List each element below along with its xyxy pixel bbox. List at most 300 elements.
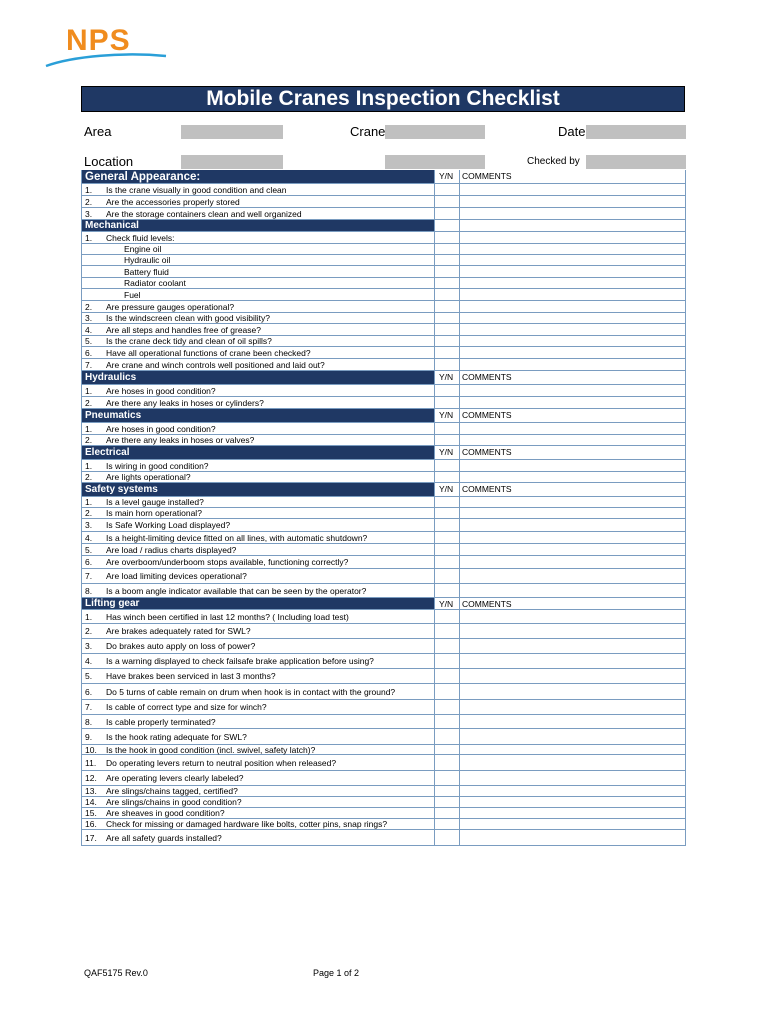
comments-cell[interactable] (459, 519, 686, 531)
question-cell (82, 755, 434, 770)
comments-header: COMMENTS (462, 599, 512, 609)
item-text: Is the hook rating adequate for SWL? (106, 732, 247, 742)
yn-cell[interactable] (434, 684, 459, 699)
checklist-row (82, 684, 686, 700)
checklist-row (82, 745, 686, 755)
yn-cell[interactable] (434, 266, 459, 277)
yn-cell[interactable] (434, 669, 459, 683)
item-number: 1. (85, 386, 93, 396)
checklist-row (82, 786, 686, 797)
question-cell (82, 255, 434, 265)
item-text: Are load limiting devices operational? (106, 571, 247, 581)
question-cell (82, 266, 434, 277)
item-number: 6. (85, 557, 93, 567)
item-number: 2. (85, 398, 93, 408)
section-title: General Appearance: (85, 171, 201, 183)
comments-cell[interactable] (459, 700, 686, 714)
checklist-row (82, 336, 686, 347)
question-cell (82, 569, 434, 583)
crane-label: Crane (350, 124, 386, 139)
yn-cell[interactable] (434, 255, 459, 265)
item-number: 1. (85, 185, 93, 195)
checklist-row (82, 830, 686, 846)
comments-cell[interactable] (459, 639, 686, 653)
question-cell (82, 808, 434, 818)
comments-cell[interactable] (459, 830, 686, 845)
checklist-row (82, 610, 686, 624)
question-cell (82, 336, 434, 346)
logo-text: NPS (66, 24, 131, 57)
yn-cell[interactable] (434, 755, 459, 770)
question-cell (82, 654, 434, 668)
comments-cell (459, 598, 686, 609)
yn-cell[interactable] (434, 729, 459, 744)
item-text: Are hoses in good condition? (106, 386, 216, 396)
comments-cell[interactable] (459, 745, 686, 754)
question-cell (82, 700, 434, 714)
item-number: 8. (85, 586, 93, 596)
checklist-row (82, 544, 686, 556)
checklist-row (82, 584, 686, 598)
comments-cell[interactable] (459, 684, 686, 699)
item-number: 1. (85, 461, 93, 471)
checked-by-field[interactable] (586, 155, 686, 169)
comments-cell[interactable] (459, 669, 686, 683)
item-text: Are slings/chains in good condition? (106, 797, 242, 807)
question-cell (82, 584, 434, 597)
yn-cell[interactable] (434, 797, 459, 807)
question-cell (82, 397, 434, 408)
checklist-row (82, 347, 686, 359)
location-field[interactable] (181, 155, 283, 169)
item-text: Check for missing or damaged hardware like bolts, cotter pins, snap rings? (106, 819, 388, 829)
question-cell (82, 544, 434, 555)
question-cell (82, 196, 434, 207)
comments-cell[interactable] (459, 359, 686, 370)
item-text: Are load / radius charts displayed? (106, 545, 237, 555)
item-number: 10. (85, 745, 97, 755)
section-title: Electrical (85, 447, 130, 458)
item-number: 4. (85, 533, 93, 543)
item-number: 8. (85, 717, 93, 727)
item-text: Is the hook in good condition (incl. swivel, safety latch)? (106, 745, 316, 755)
checklist-table (81, 170, 686, 846)
comments-cell[interactable] (459, 336, 686, 346)
item-text: Are there any leaks in hoses or cylinders? (106, 398, 264, 408)
comments-cell[interactable] (459, 244, 686, 254)
yn-cell (434, 170, 459, 183)
item-number: 3. (85, 641, 93, 651)
question-cell (82, 745, 434, 754)
checklist-row (82, 435, 686, 446)
question-cell (82, 483, 434, 496)
yn-cell (434, 371, 459, 384)
item-number: 7. (85, 571, 93, 581)
checklist-row (82, 497, 686, 508)
question-cell (82, 347, 434, 358)
question-cell (82, 771, 434, 785)
item-number: 5. (85, 336, 93, 346)
comments-cell[interactable] (459, 569, 686, 583)
yn-cell (434, 483, 459, 496)
item-text: Are operating levers clearly labeled? (106, 773, 244, 783)
item-number: 2. (85, 302, 93, 312)
checklist-row (82, 313, 686, 324)
item-text: Is the crane visually in good condition and clean (106, 185, 287, 195)
checklist-row (82, 771, 686, 786)
checklist-row (82, 460, 686, 472)
question-cell (82, 313, 434, 323)
comments-cell (459, 220, 686, 231)
item-number: 9. (85, 732, 93, 742)
yn-cell[interactable] (434, 278, 459, 288)
item-text: Is a warning displayed to check failsafe brake application before using? (106, 656, 374, 666)
item-number: 6. (85, 348, 93, 358)
yn-cell[interactable] (434, 232, 459, 243)
item-text: Are hoses in good condition? (106, 424, 216, 434)
comments-cell[interactable] (459, 208, 686, 219)
area-field[interactable] (181, 125, 283, 139)
question-cell (82, 385, 434, 396)
comments-header: COMMENTS (462, 410, 512, 420)
comments-cell[interactable] (459, 819, 686, 829)
item-number: 1. (85, 612, 93, 622)
item-number: 15. (85, 808, 97, 818)
section-header (82, 446, 686, 460)
section-header (82, 409, 686, 423)
comments-cell[interactable] (459, 313, 686, 323)
checklist-row (82, 301, 686, 313)
item-number: 16. (85, 819, 97, 829)
comments-cell[interactable] (459, 729, 686, 744)
comments-cell[interactable] (459, 301, 686, 312)
comments-cell[interactable] (459, 232, 686, 243)
item-number: 1. (85, 497, 93, 507)
question-cell (82, 797, 434, 807)
comments-cell[interactable] (459, 184, 686, 195)
section-header (82, 483, 686, 497)
checklist-row (82, 669, 686, 684)
yn-cell[interactable] (434, 786, 459, 796)
item-text: Is cable properly terminated? (106, 717, 216, 727)
item-text: Are sheaves in good condition? (106, 808, 225, 818)
question-cell (82, 220, 434, 231)
yn-cell[interactable] (434, 519, 459, 531)
question-cell (82, 497, 434, 507)
comments-cell[interactable] (459, 385, 686, 396)
comments-cell[interactable] (459, 278, 686, 288)
comments-cell[interactable] (459, 654, 686, 668)
yn-header: Y/N (439, 447, 454, 457)
yn-cell[interactable] (434, 610, 459, 623)
comments-cell[interactable] (459, 324, 686, 335)
yn-cell[interactable] (434, 819, 459, 829)
comments-cell[interactable] (459, 786, 686, 796)
yn-cell[interactable] (434, 497, 459, 507)
comments-cell[interactable] (459, 584, 686, 597)
section-title: Pneumatics (85, 410, 142, 421)
checklist-row (82, 508, 686, 519)
yn-cell[interactable] (434, 184, 459, 195)
question-cell (82, 301, 434, 312)
question-cell (82, 729, 434, 744)
comments-cell[interactable] (459, 610, 686, 623)
location-field-2[interactable] (385, 155, 485, 169)
comments-cell[interactable] (459, 289, 686, 300)
crane-field[interactable] (385, 125, 485, 139)
item-number: 5. (85, 545, 93, 555)
question-cell (82, 669, 434, 683)
yn-cell (434, 446, 459, 459)
checklist-row (82, 184, 686, 196)
yn-cell[interactable] (434, 460, 459, 471)
yn-cell[interactable] (434, 715, 459, 728)
yn-header: Y/N (439, 171, 454, 181)
item-text: Is a boom angle indicator available that can be seen by the operator? (106, 586, 367, 596)
yn-cell[interactable] (434, 313, 459, 323)
question-cell (82, 556, 434, 568)
item-number: 2. (85, 197, 93, 207)
checklist-row (82, 196, 686, 208)
date-field[interactable] (586, 125, 686, 139)
checklist-row (82, 532, 686, 544)
section-title: Lifting gear (85, 598, 140, 609)
question-cell (82, 830, 434, 845)
question-cell (82, 715, 434, 728)
item-text: Is a level gauge installed? (106, 497, 204, 507)
question-cell (82, 423, 434, 434)
yn-cell[interactable] (434, 397, 459, 408)
yn-cell[interactable] (434, 830, 459, 845)
area-label: Area (84, 124, 112, 139)
item-text: Are lights operational? (106, 472, 191, 482)
item-text: Are brakes adequately rated for SWL? (106, 626, 251, 636)
yn-cell[interactable] (434, 435, 459, 445)
item-text: Are pressure gauges operational? (106, 302, 235, 312)
item-number: 14. (85, 797, 97, 807)
question-cell (82, 435, 434, 445)
yn-header: Y/N (439, 410, 454, 420)
item-text: Fuel (124, 290, 141, 300)
question-cell (82, 819, 434, 829)
comments-cell (459, 170, 686, 183)
checklist-row (82, 819, 686, 830)
item-text: Are the storage containers clean and well organized (106, 209, 302, 219)
checklist-row (82, 359, 686, 371)
item-number: 4. (85, 656, 93, 666)
checklist-row (82, 255, 686, 266)
yn-cell (434, 409, 459, 422)
question-cell (82, 324, 434, 335)
comments-cell[interactable] (459, 472, 686, 482)
comments-cell (459, 409, 686, 422)
yn-cell (434, 220, 459, 231)
yn-cell[interactable] (434, 745, 459, 754)
yn-cell[interactable] (434, 532, 459, 543)
section-header (82, 598, 686, 610)
item-number: 3. (85, 209, 93, 219)
yn-cell[interactable] (434, 208, 459, 219)
item-number: 1. (85, 233, 93, 243)
yn-cell[interactable] (434, 472, 459, 482)
comments-cell[interactable] (459, 556, 686, 568)
item-number: 3. (85, 313, 93, 323)
checklist-row (82, 397, 686, 409)
item-number: 6. (85, 687, 93, 697)
yn-cell[interactable] (434, 508, 459, 518)
question-cell (82, 684, 434, 699)
item-text: Are crane and winch controls well positioned and laid out? (106, 360, 325, 370)
item-text: Is Safe Working Load displayed? (106, 520, 231, 530)
checklist-row (82, 654, 686, 669)
checklist-row (82, 232, 686, 244)
item-number: 7. (85, 702, 93, 712)
comments-cell[interactable] (459, 497, 686, 507)
yn-cell[interactable] (434, 423, 459, 434)
comments-cell[interactable] (459, 532, 686, 543)
item-number: 11. (85, 758, 97, 768)
date-label: Date (558, 124, 586, 139)
yn-cell[interactable] (434, 385, 459, 396)
item-number: 1. (85, 424, 93, 434)
section-title: Safety systems (85, 484, 158, 495)
comments-cell[interactable] (459, 544, 686, 555)
yn-cell[interactable] (434, 289, 459, 300)
comments-cell[interactable] (459, 771, 686, 785)
yn-cell[interactable] (434, 700, 459, 714)
question-cell (82, 508, 434, 518)
checklist-row (82, 244, 686, 255)
comments-cell[interactable] (459, 808, 686, 818)
yn-cell[interactable] (434, 324, 459, 335)
section-header (82, 170, 686, 184)
comments-cell (459, 483, 686, 496)
section-header (82, 371, 686, 385)
yn-cell[interactable] (434, 808, 459, 818)
item-number: 13. (85, 786, 97, 796)
yn-cell[interactable] (434, 359, 459, 370)
question-cell (82, 409, 434, 422)
comments-cell[interactable] (459, 797, 686, 807)
checklist-row (82, 324, 686, 336)
question-cell (82, 244, 434, 254)
yn-cell[interactable] (434, 654, 459, 668)
section-title: Hydraulics (85, 372, 137, 383)
item-number: 3. (85, 520, 93, 530)
yn-cell[interactable] (434, 336, 459, 346)
yn-cell[interactable] (434, 244, 459, 254)
item-text: Check fluid levels: (106, 233, 175, 243)
item-text: Is a height-limiting device fitted on all lines, with automatic shutdown? (106, 533, 368, 543)
checklist-row (82, 808, 686, 819)
item-text: Is main horn operational? (106, 508, 202, 518)
item-text: Is cable of correct type and size for winch? (106, 702, 267, 712)
comments-cell[interactable] (459, 508, 686, 518)
question-cell (82, 371, 434, 384)
checklist-row (82, 569, 686, 584)
question-cell (82, 624, 434, 638)
yn-cell (434, 598, 459, 609)
item-text: Are there any leaks in hoses or valves? (106, 435, 255, 445)
item-text: Hydraulic oil (124, 255, 171, 265)
item-text: Are overboom/underboom stops available, functioning correctly? (106, 557, 349, 567)
checklist-row (82, 755, 686, 771)
comments-cell[interactable] (459, 435, 686, 445)
yn-cell[interactable] (434, 569, 459, 583)
yn-cell[interactable] (434, 347, 459, 358)
item-number: 4. (85, 325, 93, 335)
checklist-row (82, 624, 686, 639)
question-cell (82, 519, 434, 531)
location-label: Location (84, 154, 134, 169)
comments-cell[interactable] (459, 624, 686, 638)
question-cell (82, 446, 434, 459)
comments-cell[interactable] (459, 423, 686, 434)
comments-cell[interactable] (459, 255, 686, 265)
item-number: 7. (85, 360, 93, 370)
comments-header: COMMENTS (462, 447, 512, 457)
comments-cell[interactable] (459, 347, 686, 358)
comments-cell[interactable] (459, 715, 686, 728)
item-text: Are the accessories properly stored (106, 197, 240, 207)
checklist-row (82, 423, 686, 435)
yn-cell[interactable] (434, 584, 459, 597)
item-text: Battery fluid (124, 267, 169, 277)
checklist-row (82, 556, 686, 569)
item-text: Do operating levers return to neutral position when released? (106, 758, 337, 768)
yn-cell[interactable] (434, 301, 459, 312)
checked-by-label: Checked by (527, 156, 580, 167)
yn-cell[interactable] (434, 556, 459, 568)
item-text: Are all safety guards installed? (106, 833, 222, 843)
comments-cell[interactable] (459, 460, 686, 471)
item-number: 2. (85, 435, 93, 445)
comments-cell[interactable] (459, 397, 686, 408)
comments-cell[interactable] (459, 266, 686, 277)
yn-header: Y/N (439, 599, 454, 609)
question-cell (82, 289, 434, 300)
checklist-row (82, 472, 686, 483)
section-title: Mechanical (85, 220, 139, 231)
yn-cell[interactable] (434, 196, 459, 207)
checklist-row (82, 519, 686, 532)
item-text: Have brakes been serviced in last 3 months? (106, 671, 276, 681)
item-text: Do brakes auto apply on loss of power? (106, 641, 256, 651)
comments-cell[interactable] (459, 755, 686, 770)
question-cell (82, 170, 434, 183)
yn-cell[interactable] (434, 624, 459, 638)
yn-cell[interactable] (434, 544, 459, 555)
page-title: Mobile Cranes Inspection Checklist (81, 86, 685, 112)
comments-cell (459, 371, 686, 384)
yn-header: Y/N (439, 484, 454, 494)
checklist-row (82, 715, 686, 729)
question-cell (82, 460, 434, 471)
item-text: Is the crane deck tidy and clean of oil spills? (106, 336, 272, 346)
yn-cell[interactable] (434, 771, 459, 785)
item-text: Is the windscreen clean with good visibility? (106, 313, 270, 323)
question-cell (82, 610, 434, 623)
comments-cell[interactable] (459, 196, 686, 207)
comments-header: COMMENTS (462, 171, 512, 181)
checklist-row (82, 208, 686, 220)
doc-code: QAF5175 Rev.0 (84, 968, 148, 978)
yn-cell[interactable] (434, 639, 459, 653)
page-number: Page 1 of 2 (313, 968, 360, 978)
comments-header: COMMENTS (462, 484, 512, 494)
question-cell (82, 184, 434, 195)
item-number: 2. (85, 508, 93, 518)
